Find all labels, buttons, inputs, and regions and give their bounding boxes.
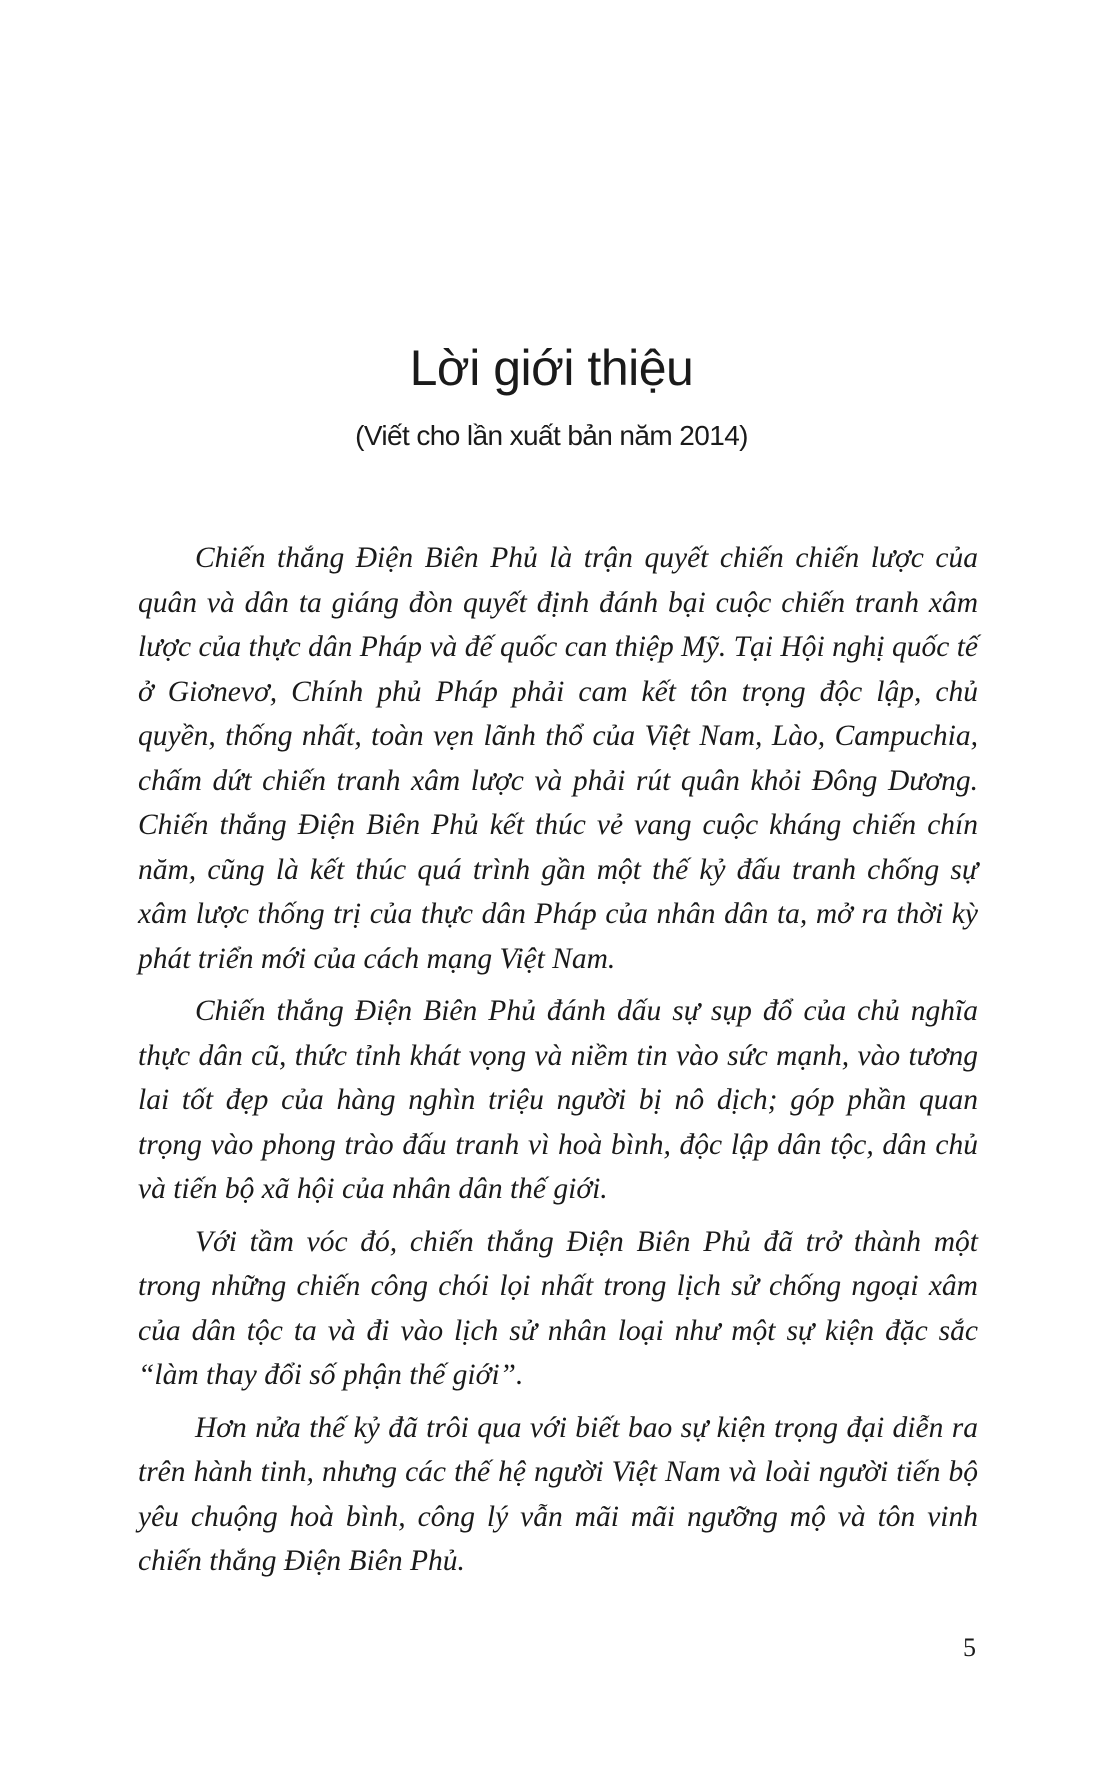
paragraph: Với tầm vóc đó, chiến thắng Điện Biên Phủ đã trở thành một trong những chiến công chói lọi nhất trong lịch sử chống ngoại xâm của dân tộc ta và đi vào lịch sử nhân loại như một sự kiện đặc sắc “làm thay đổi số phận thế giới”.	[138, 1225, 978, 1391]
paragraph: Chiến thắng Điện Biên Phủ là trận quyết chiến chiến lược của quân và dân ta giáng đòn quyết định đánh bại cuộc chiến tranh xâm lược của thực dân Pháp và đế quốc can thiệp Mỹ. Tại Hội nghị quốc tế ở Giơnevơ, Chính phủ Pháp phải cam kết tôn trọng độc lập, chủ quyền, thống nhất, toàn vẹn lãnh thổ của Việt Nam, Lào, Campuchia, chấm dứt chiến tranh xâm lược và phải rút quân khỏi Đông Dương. Chiến thắng Điện Biên Phủ kết thúc vẻ vang cuộc kháng chiến chín năm, cũng là kết thúc quá trình gần một thế kỷ đấu tranh chống sự xâm lược thống trị của thực dân Pháp của nhân dân ta, mở ra thời kỳ phát triển mới của cách mạng Việt Nam.	[138, 542, 978, 975]
paragraph: Hơn nửa thế kỷ đã trôi qua với biết bao sự kiện trọng đại diễn ra trên hành tinh, nhưng các thế hệ người Việt Nam và loài người tiến bộ yêu chuộng hoà bình, công lý vẫn mãi mãi ngưỡng mộ và tôn vinh chiến thắng Điện Biên Phủ.	[138, 1411, 978, 1577]
body-text	[138, 536, 978, 1592]
paragraph: Chiến thắng Điện Biên Phủ đánh dấu sự sụp đổ của chủ nghĩa thực dân cũ, thức tỉnh khát vọng và niềm tin vào sức mạnh, vào tương lai tốt đẹp của hàng nghìn triệu người bị nô dịch; góp phần quan trọng vào phong trào đấu tranh vì hoà bình, độc lập dân tộc, dân chủ và tiến bộ xã hội của nhân dân thế giới.	[138, 995, 978, 1205]
page-number: 5	[963, 1633, 976, 1662]
page-title: Lời giới thiệu	[409, 340, 694, 396]
page-subtitle: (Viết cho lần xuất bản năm 2014)	[355, 420, 748, 451]
